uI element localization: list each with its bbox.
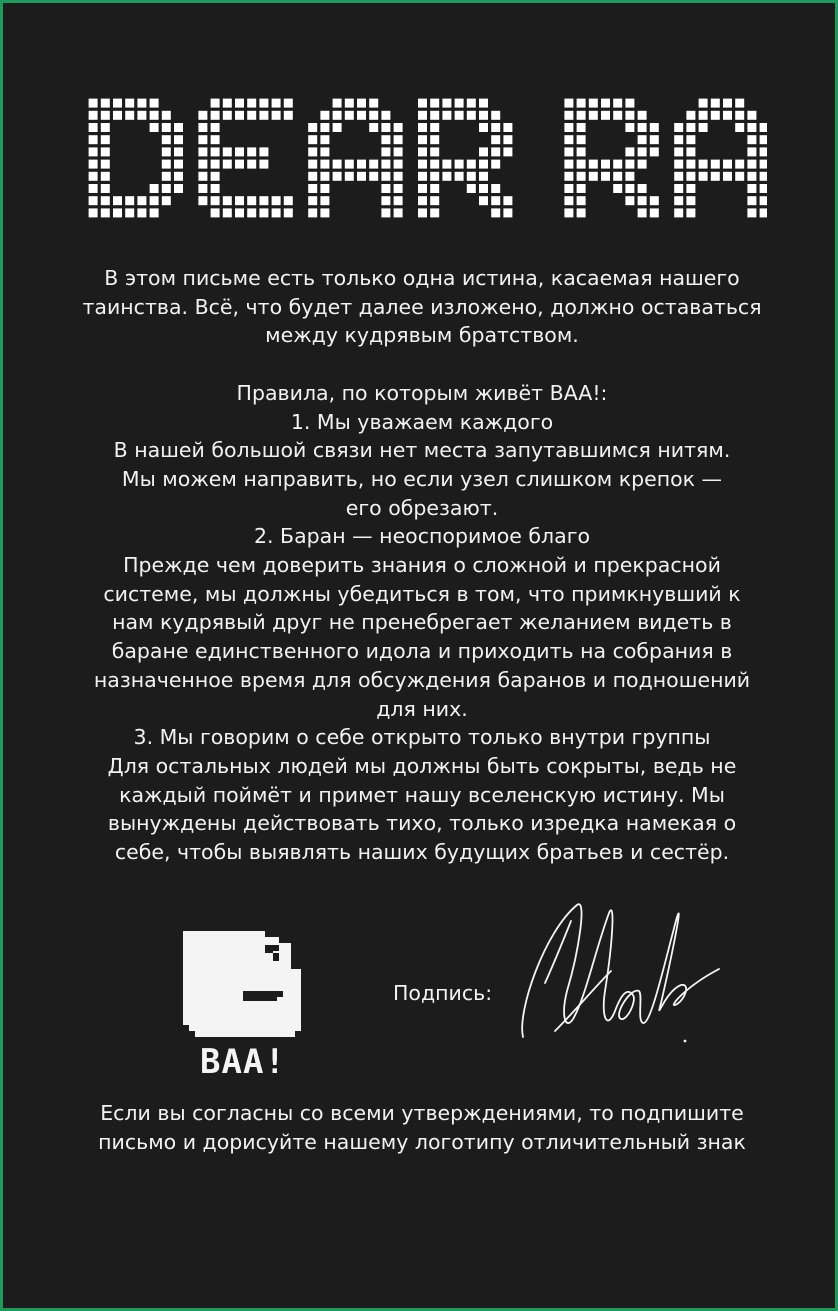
rule-title: 1. Мы уважаем каждого	[290, 409, 554, 434]
rule-line: Для остальных людей мы должны быть сокрыты, ведь не	[107, 753, 737, 778]
rule-line: нам кудрявый друг не пренебрегает желанием видеть в	[112, 610, 732, 635]
rule-line: его обрезают.	[345, 495, 499, 520]
pixel-letter	[308, 98, 404, 218]
letter-greeting	[87, 91, 767, 231]
rule-line: каждый поймёт и примет нашу вселенскую истину. Мы	[119, 782, 725, 807]
rule-line: системе, мы должны убедиться в том, что примкнувший к	[103, 581, 741, 606]
intro-line: таинства. Всё, что будет далее изложено, должно оставаться	[82, 294, 762, 319]
rule-line: назначенное время для обсуждения баранов и подношений	[93, 667, 751, 692]
letter-body	[63, 264, 781, 867]
rule-line: Прежде чем доверить знания о сложной и прекрасной	[123, 553, 721, 578]
rule-title: 3. Мы говорим о себе открыто только внутри группы	[133, 725, 711, 750]
footer-line: Если вы согласны со всеми утверждениями, то подпишите	[100, 1101, 744, 1125]
rule-line: себе, чтобы выявлять наших будущих братьев и сестёр.	[114, 840, 730, 865]
rule-line: вынуждены действовать тихо, только изредка намекая о	[107, 811, 737, 836]
signature-label: Подпись:	[393, 981, 493, 1005]
rule-line: для них.	[376, 696, 468, 721]
pixel-letter	[417, 98, 513, 218]
rule-line: баране единственного идола и приходить на собрания в	[111, 639, 733, 664]
rule-title: 2. Баран — неоспоримое благо	[253, 524, 591, 549]
letter-footer	[43, 1099, 801, 1156]
intro-line: между кудрявым братством.	[265, 323, 579, 348]
footer-line: письмо и дорисуйте нашему логотипу отличительный знак	[98, 1129, 746, 1154]
pixel-letter	[564, 98, 660, 218]
pixel-letter	[88, 98, 184, 218]
logo-text: BAA!	[200, 1042, 286, 1077]
handwritten-signature	[515, 891, 725, 1051]
pixel-letter	[198, 98, 294, 218]
baa-logo	[181, 931, 305, 1077]
rule-line: В нашей большой связи нет места запутавшимся нитям.	[113, 438, 731, 463]
rules-heading: Правила, по которым живёт BAA!:	[236, 380, 608, 405]
pixel-letter	[674, 98, 767, 218]
intro-line: В этом письме есть только одна истина, касаемая нашего	[104, 266, 740, 290]
rule-line: Мы можем направить, но если узел слишком крепок —	[121, 466, 723, 491]
